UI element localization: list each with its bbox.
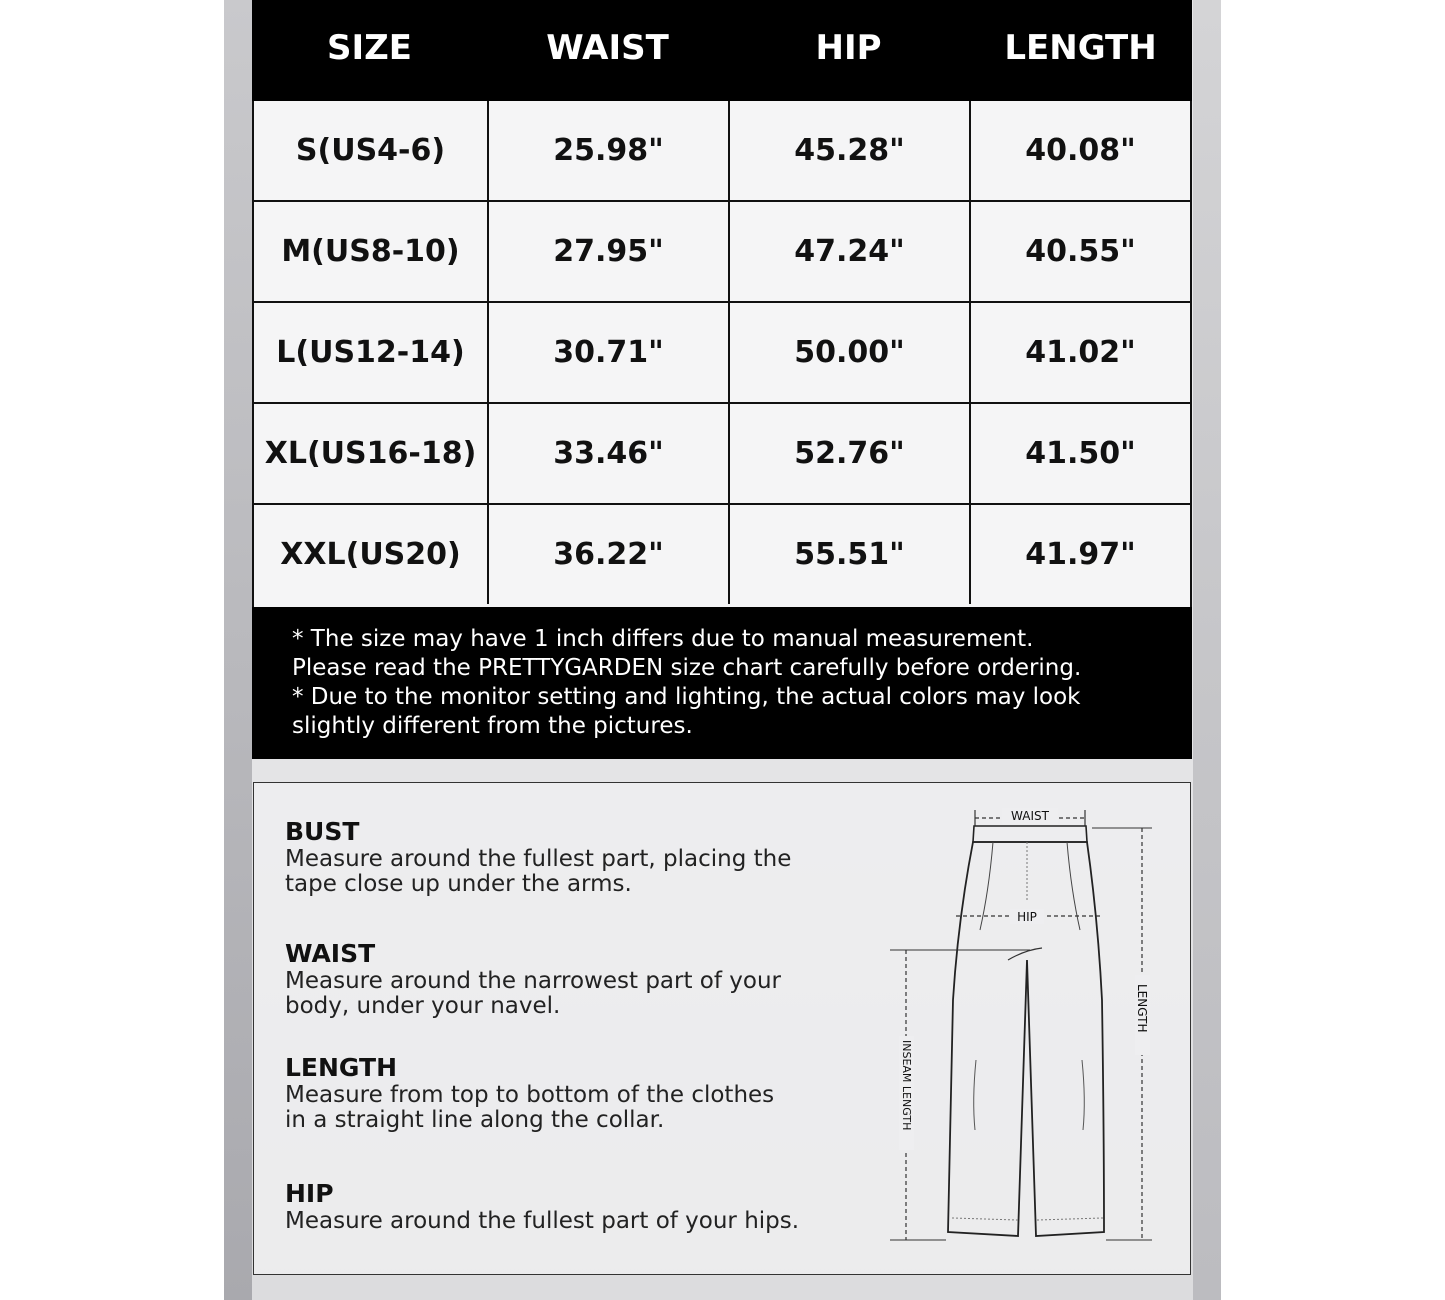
notes-box (252, 607, 1192, 759)
cell-length: 40.55" (1025, 234, 1136, 269)
table-body (252, 101, 1192, 607)
note-line: * The size may have 1 inch differs due to manual measurement. (292, 626, 1034, 652)
diagram-waist-label: WAIST (1011, 809, 1049, 823)
guide-item-length (285, 1053, 865, 1133)
guide-title: WAIST (285, 939, 376, 968)
cell-waist: 33.46" (489, 404, 730, 503)
guide-desc: Measure from top to bottom of the clothes (285, 1082, 775, 1108)
note-line: Please read the PRETTYGARDEN size chart carefully before ordering. (292, 655, 1082, 681)
pants-illustration-icon (880, 800, 1170, 1250)
guide-title: BUST (285, 817, 360, 846)
cell-length: 41.97" (1025, 537, 1136, 572)
guide-title: LENGTH (285, 1053, 397, 1082)
cell-size: M(US8-10) (254, 202, 489, 301)
cell-hip: 45.28" (730, 101, 971, 200)
guide-item-waist (285, 939, 865, 1019)
guide-desc: Measure around the fullest part of your hips. (285, 1208, 800, 1234)
guide-title: HIP (285, 1179, 334, 1208)
background-edge-left (224, 0, 252, 1300)
diagram-inseam-label: INSEAM LENGTH (900, 1040, 913, 1131)
cell-length: 41.02" (1025, 335, 1136, 370)
guide-desc: body, under your navel. (285, 993, 561, 1019)
table-row (254, 202, 1190, 303)
table-row (254, 101, 1190, 202)
header-length: LENGTH (1004, 28, 1157, 68)
table-header (252, 0, 1192, 101)
diagram-length-label: LENGTH (1135, 984, 1149, 1033)
note-line: * Due to the monitor setting and lighting, the actual colors may look (292, 684, 1081, 710)
size-chart-table (252, 0, 1192, 607)
cell-waist: 27.95" (489, 202, 730, 301)
cell-size: L(US12-14) (254, 303, 489, 402)
cell-size: XL(US16-18) (254, 404, 489, 503)
guide-desc: Measure around the fullest part, placing the (285, 846, 792, 872)
cell-hip: 55.51" (730, 505, 971, 604)
header-waist: WAIST (546, 28, 669, 68)
cell-length: 40.08" (1025, 133, 1136, 168)
guide-desc: Measure around the narrowest part of your (285, 968, 781, 994)
background-edge-right (1193, 0, 1221, 1300)
cell-waist: 36.22" (489, 505, 730, 604)
guide-desc: in a straight line along the collar. (285, 1107, 665, 1133)
header-size: SIZE (326, 28, 413, 68)
cell-hip: 50.00" (730, 303, 971, 402)
cell-hip: 52.76" (730, 404, 971, 503)
cell-waist: 30.71" (489, 303, 730, 402)
cell-size: S(US4-6) (254, 101, 489, 200)
table-row (254, 303, 1190, 404)
note-line: slightly different from the pictures. (292, 713, 693, 739)
diagram-hip-label: HIP (1017, 910, 1037, 924)
table-row (254, 505, 1190, 606)
guide-item-bust (285, 817, 865, 897)
header-hip: HIP (815, 28, 882, 68)
table-row (254, 404, 1190, 505)
cell-hip: 47.24" (730, 202, 971, 301)
cell-size: XXL(US20) (254, 505, 489, 604)
cell-waist: 25.98" (489, 101, 730, 200)
cell-length: 41.50" (1025, 436, 1136, 471)
guide-item-hip (285, 1179, 865, 1234)
guide-desc: tape close up under the arms. (285, 871, 632, 897)
